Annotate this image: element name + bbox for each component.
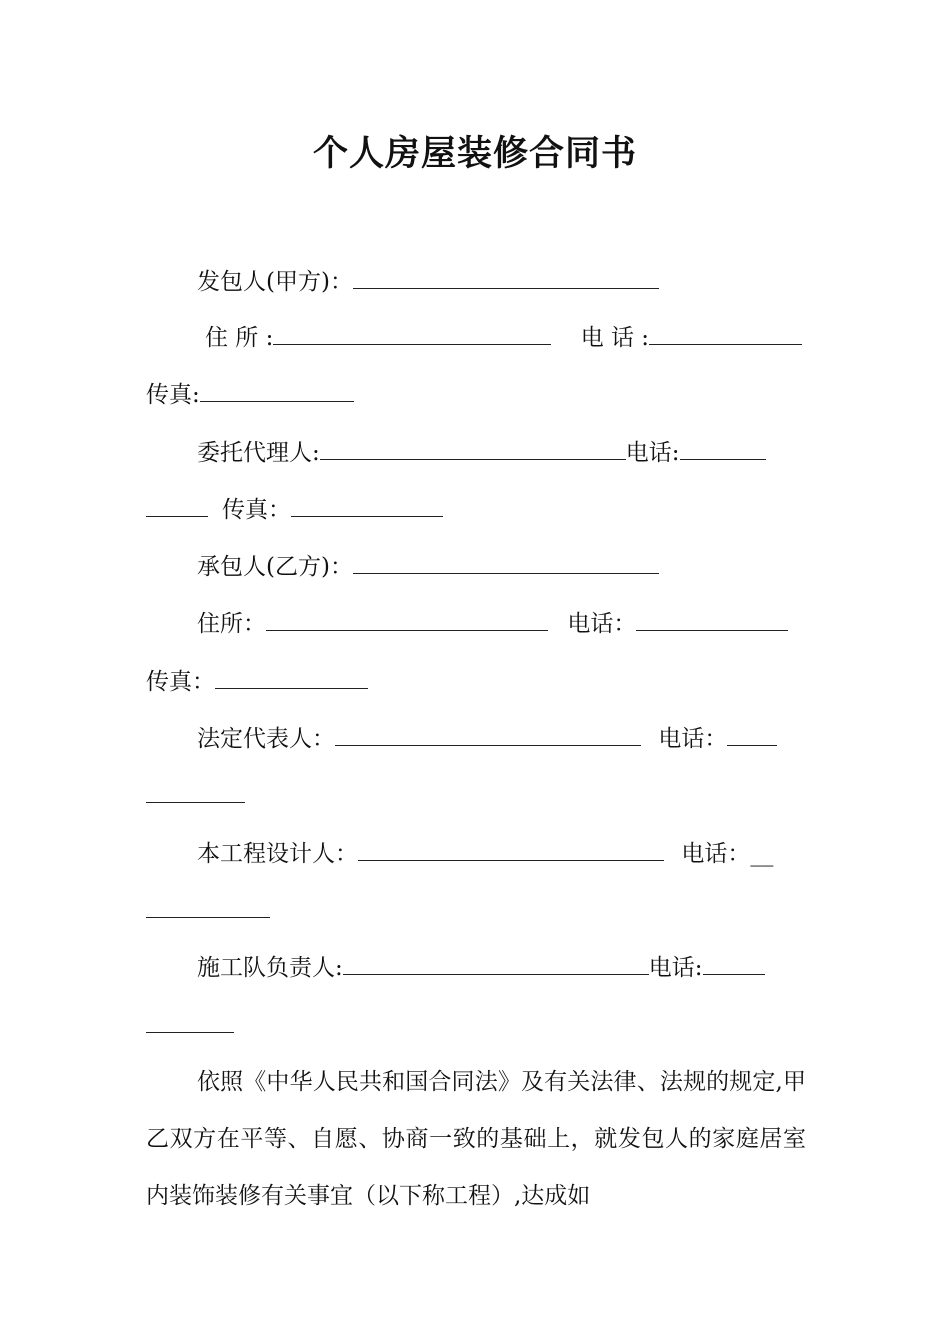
party-a-fax-label: 传真: [146,382,200,408]
party-b-phone-blank[interactable] [636,610,788,631]
party-a-fax-blank[interactable] [200,381,354,402]
designer-phone-blank-cont[interactable] [146,897,270,918]
party-a-address-label: 住 所 : [205,325,274,351]
legal-rep-phone-blank[interactable] [727,725,777,746]
foreman-blank[interactable] [343,954,649,975]
legal-rep-phone-blank-cont[interactable] [146,782,245,803]
party-a-fax-line [146,379,354,411]
agent-line [197,437,766,469]
party-b-address-blank[interactable] [266,610,548,631]
party-a-line [197,266,659,298]
agent-fax-label: 传真： [222,497,291,523]
legal-rep-blank[interactable] [335,725,641,746]
agent-fax-blank[interactable] [291,496,443,517]
agent-phone-blank-cont[interactable] [146,496,208,517]
designer-blank[interactable] [358,840,664,861]
document-title: 个人房屋装修合同书 [312,133,637,174]
party-b-line [197,551,659,583]
party-b-address-line [197,608,788,640]
foreman-phone-cont-line [146,1010,234,1042]
foreman-phone-blank-cont[interactable] [146,1012,234,1033]
party-a-blank[interactable] [353,268,659,289]
party-a-address-line [205,322,802,354]
party-b-phone-label: 电话： [567,611,637,637]
party-b-fax-blank[interactable] [215,668,368,689]
legal-rep-line [197,723,777,755]
agent-phone-label: 电话: [625,440,680,466]
party-b-blank[interactable] [353,553,659,574]
agent-phone-blank[interactable] [680,439,766,460]
designer-label: 本工程设计人： [197,841,358,867]
body-text: 依照《中华人民共和国合同法》及有关法律、法规的规定,甲乙双方在平等、自愿、协商一致的基础上，就发包人的家庭居室内装饰装修有关事宜（以下称工程）,达成如 [146,1069,806,1209]
agent-blank[interactable] [320,439,626,460]
foreman-phone-label: 电话: [648,955,703,981]
party-a-address-blank[interactable] [273,324,551,345]
legal-rep-phone-label: 电话： [658,726,728,752]
party-b-fax-label: 传真： [146,669,215,695]
party-b-fax-line [146,666,368,698]
body-paragraph [146,1054,806,1225]
party-b-address-label: 住所： [197,611,266,637]
foreman-label: 施工队负责人: [197,955,343,981]
foreman-line [197,952,765,984]
party-a-label: 发包人(甲方)： [197,269,353,295]
legal-rep-label: 法定代表人： [197,726,335,752]
foreman-phone-blank[interactable] [703,954,765,975]
party-a-phone-label: 电 话 : [580,325,650,351]
designer-phone-label: 电话：__ [681,841,774,867]
party-b-label: 承包人(乙方)： [197,554,353,580]
agent-fax-line [146,494,443,526]
agent-label: 委托代理人: [197,440,320,466]
designer-line [197,838,773,870]
designer-phone-cont-line [146,895,270,927]
party-a-phone-blank[interactable] [649,324,802,345]
legal-rep-phone-cont-line [146,780,245,812]
